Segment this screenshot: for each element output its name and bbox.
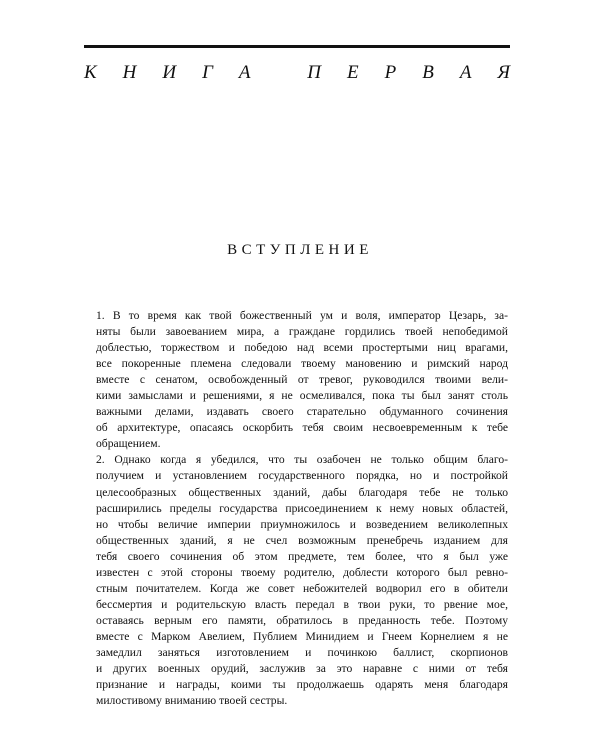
text-line: милостивому вниманию твоей сестры. <box>96 694 288 708</box>
title-letter: Е <box>347 62 359 83</box>
text-line: бессмертия и родительскую власть передал в твои руки, то рвение мое, <box>96 597 508 611</box>
text-line: но чтобы величие империи приумножилось и возведением великолепных <box>96 517 508 531</box>
section-title: ВСТУПЛЕНИЕ <box>227 242 373 258</box>
text-line: известен с этой стороны твоему родителю, доблести которого был ревно- <box>96 565 508 579</box>
text-line: важными делами, издавать своего старательно обдуманного сочинения <box>96 405 508 419</box>
title-letter: А <box>459 62 472 83</box>
paragraph-1 <box>78 308 508 452</box>
title-letter: Р <box>384 62 397 83</box>
text-line: вместе с Марком Авелием, Публием Минидием и Гнеем Корнелием я не <box>96 629 508 643</box>
text-line: целесообразных общественных зданий, дабы благодаря тебе не только <box>96 485 508 499</box>
title-letter: К <box>84 62 97 83</box>
text-line: кими замыслами и решениями, я не осмеливался, пока ты был занят столь <box>96 389 508 403</box>
text-line: стным почитателем. Когда же совет небожителей водворил его в обители <box>96 581 508 595</box>
title-letter: В <box>422 62 434 83</box>
title-letter: Г <box>202 62 213 83</box>
text-line: 1. В то время как твой божественный ум и воля, император Цезарь, за- <box>96 309 508 322</box>
text-line: оставаясь верным его памяти, обратилось в преданность тебе. Поэтому <box>96 613 508 627</box>
text-line: тебя своего сочинения об этом предмете, тем более, что я был уже <box>96 549 508 563</box>
body-text <box>78 308 508 709</box>
text-line: получием и установлением государственного порядка, но и постройкой <box>96 469 508 483</box>
text-line: расширились пределы государства присоединением к нему новых областей, <box>96 501 508 515</box>
title-letter: Я <box>497 62 510 83</box>
text-line: общественных зданий, я не счел возможным пренебречь изданием для <box>96 533 508 547</box>
title-letter: А <box>238 62 251 83</box>
text-line: доблестью, торжеством и победою над всеми простертыми ниц врагами, <box>96 341 508 355</box>
paragraph-2 <box>78 452 508 709</box>
text-line: все покоренные племена следовали твоему мановению и римский народ <box>96 357 508 371</box>
text-line: вместе с сенатом, освобожденный от тревог, руководился твоими вели- <box>96 373 508 387</box>
title-letter: И <box>162 62 177 83</box>
text-line: признание и награды, коими ты продолжаешь одарять меня благодаря <box>96 678 508 692</box>
text-line: об архитектуре, опасаясь оскорбить тебя своим несвоевременным к тебе <box>96 421 508 435</box>
text-line: замедлил заняться изготовлением и починкою баллист, скорпионов <box>96 645 508 659</box>
text-line: 2. Однако когда я убедился, что ты озабочен не только общим благо- <box>96 453 508 467</box>
book-title <box>84 62 510 84</box>
top-rule <box>84 45 510 48</box>
title-space <box>277 62 282 84</box>
title-letter: Н <box>122 62 137 83</box>
text-line: и других военных орудий, заслужив за это наравне с ними от тебя <box>96 662 508 676</box>
text-line: няты были завоеванием мира, а граждане гордились твоей непобедимой <box>96 325 508 339</box>
text-line: обращением. <box>96 437 161 451</box>
title-letter: П <box>307 62 321 83</box>
